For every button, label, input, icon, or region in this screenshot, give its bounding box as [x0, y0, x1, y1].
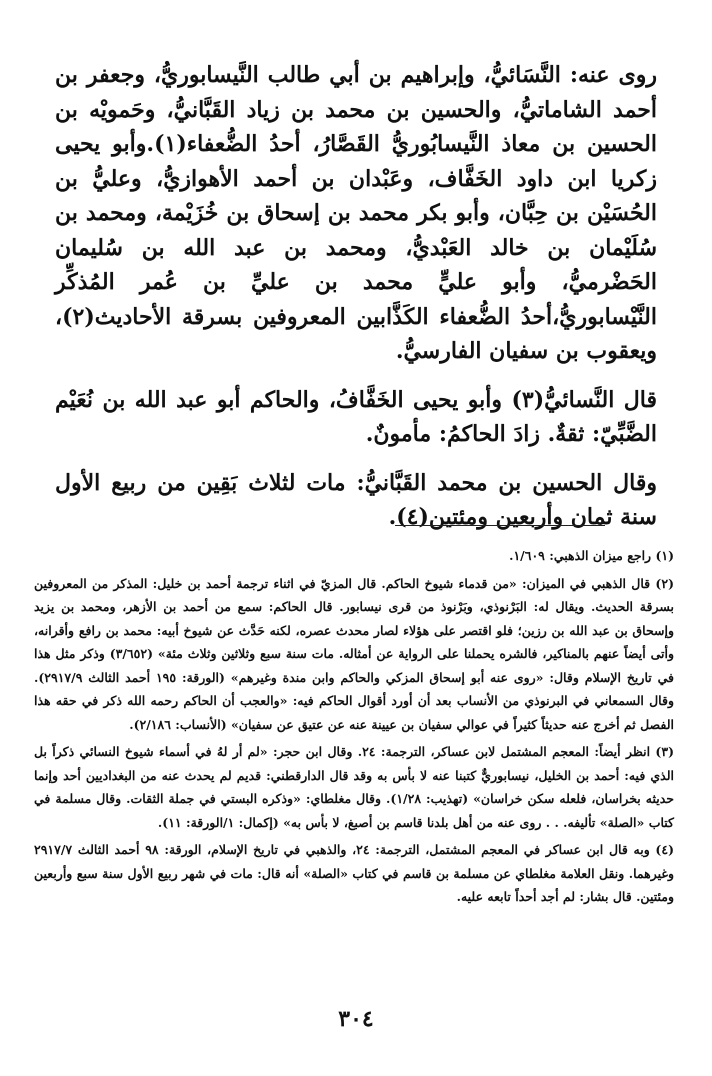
- footnote-divider: [395, 525, 605, 526]
- footnotes: [34, 544, 674, 909]
- paragraph-death: وقال الحسين بن محمد القَبَّانيُّ: مات لثلاث بَقِين من ربيع الأول سنة ثمان وأربعين ومئتين(٤).: [55, 469, 657, 530]
- footnote-2: (٢) قال الذهبي في الميزان: «من قدماء شيوخ الحاكم. قال المزيّ في اثناء ترجمة أحمد بن خليل: المذكر من المعروفين بسرقة الحديث. ويقال له: البَرْنوذي، وبَرْنوذ من قرى نيسابور. قال الحاكم: سمع من أحمد بن الأزهر، ومحمد بن يزيد وإسحاق بن عبد الله بن رزين؛ فلو اقتصر على هؤلاء لصار محدث عصره، لكنه حَدَّث عن شيوخ أبيه: محمد بن رافع وأقرانه، وأتى أيضاً عنهم بالمناكير، فالشره يحملنا على الرواية عن أمثاله. مات سنة سبع وثلاثين وثلاث مئة» (٣/٦٥٢) وذكر مثل هذا في تاريخ الإسلام وقال: «روى عنه أبو إسحاق المزكي والحاكم وابن مندة وغيرهم» (الورقة: ١٩٥ أحمد الثالث ٢٩١٧/٩). وقال السمعاني في البرنوذي من الأنساب بعد أن أورد أقوال الحاكم فيه: «والعجب أن الحاكم رحمه الله ذكر في حقه هذا الفصل ثم أخرج عنه حديثاً كثيراً في عوالي سفيان بن عيينة عنه عن عتيق عن سفيان» (الأنساب: ٢/١٨٦).: [34, 575, 675, 732]
- main-text: [55, 58, 657, 535]
- page-number: ٣٠٤: [338, 1006, 374, 1032]
- paragraph-assessment: قال النَّسائيُّ(٣) وأبو يحيى الخَفَّافُ، والحاكم أبو عبد الله بن نُعَيْم الضَّبِّيّ: ثقةٌ. زادَ الحاكمُ: مأمونٌ.: [55, 386, 658, 447]
- footnote-1: (١) راجع ميزان الذهبي: ١/٦٠٩.: [509, 548, 674, 563]
- paragraph-narrators: روى عنه: النَّسَائيُّ، وإبراهيم بن أبي طالب النَّيسابوريُّ، وجعفر بن أحمد الشاماتيُّ، والحسين بن محمد بن زياد القَبَّانيُّ، وحَمويْه بن الحسين بن معاذ النَّيسابُوريُّ القَصَّارُ، أحدُ الضُّعفاء(١).وأبو يحيى زكريا ابن داود الخَفَّاف، وعَبْدان بن أحمد الأهوازيُّ، وعليُّ بن الحُسَيْن بن حِبَّان، وأبو بكر محمد بن إسحاق بن خُزَيْمة، ومحمد بن سُلَيْمان بن خالد العَبْديُّ، ومحمد بن عبد الله بن سُليمان الحَضْرميُّ، وأبو عليٍّ محمد بن عليِّ بن عُمر المُذكِّر النَّيْسابوريُّ،أحدُ الضُّعفاء الكَذَّابين المعروفين بسرقة الأحاديث(٢)، ويعقوب بن سفيان الفارسيُّ.: [55, 62, 657, 364]
- footnote-3: (٣) انظر أيضاً: المعجم المشتمل لابن عساكر، الترجمة: ٢٤. وقال ابن حجر: «لم أر لهُ في أسماء شيوخ النسائي ذكراً بل الذي فيه: أحمد بن الخليل، نيسابوريٌّ كتبنا عنه لا بأس به وقد قال الدارقطني: قديم لم يحدث عنه من البغداديين أحد وإنما حديثه بخراسان، فلعله سكن خراسان» (تهذيب: ١/٢٨). وقال مغلطاي: «وذكره البستي في جملة الثقات. وقال مسلمة في كتاب «الصلة» تأليفه. . . روى عنه من أهل بلدنا قاسم بن أصبغ، لا بأس به» (إكمال: ١/الورقة: ١١).: [34, 744, 674, 830]
- footnote-4: (٤) وبه قال ابن عساكر في المعجم المشتمل، الترجمة: ٢٤، والذهبي في تاريخ الإسلام، الورقة: ٩٨ أحمد الثالث ٢٩١٧/٧ وغيرهما. ونقل العلامة مغلطاي عن مسلمة بن قاسم في كتاب «الصلة» أنه قال: مات في شهر ربيع الأول سنة سبع وأربعين ومئتين. قال بشار: لم أجد أحداً تابعه عليه.: [34, 842, 674, 904]
